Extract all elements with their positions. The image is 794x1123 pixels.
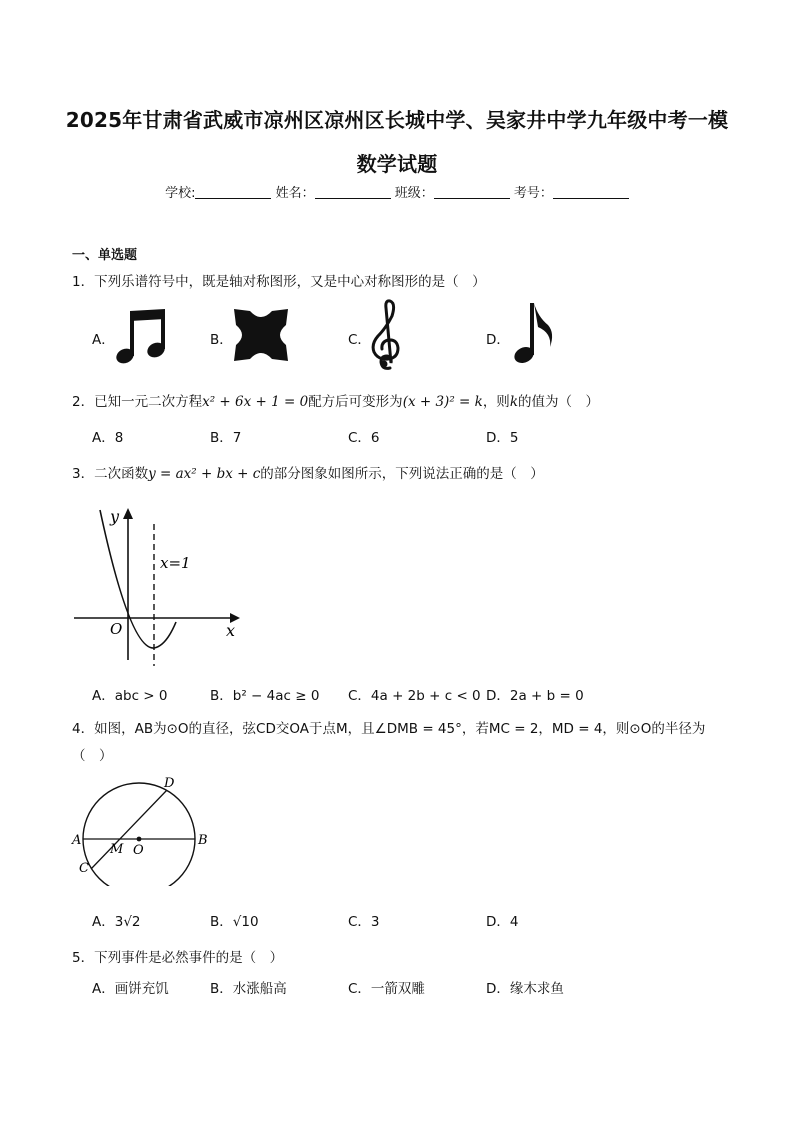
name-label: 姓名： <box>275 186 315 201</box>
circle-figure <box>70 770 220 886</box>
treble-clef-icon <box>368 298 408 372</box>
center-point <box>137 837 142 842</box>
exam-title-line1: 2025年甘肃省武威市凉州区凉州区长城中学、吴家井中学九年级中考一模 <box>65 108 729 132</box>
question-5-stem: 5．下列事件是必然事件的是（ ） <box>72 950 284 966</box>
q2-option-b: B．7 <box>210 430 242 446</box>
q3-equation: y = ax² + bx + c <box>148 466 261 482</box>
circle-o <box>83 783 195 886</box>
q3-option-b: B．b² − 4ac ≥ 0 <box>210 688 320 704</box>
q4-option-c: C．3 <box>348 914 380 930</box>
q2-option-a: A．8 <box>92 430 124 446</box>
point-o-label: O <box>133 843 144 858</box>
question-4-paren: （ ） <box>72 748 113 764</box>
question-3-stem <box>72 462 544 482</box>
q2-tail: 的值为（ ） <box>518 394 599 410</box>
school-blank <box>195 185 271 199</box>
y-axis-arrow <box>123 508 133 519</box>
question-1-stem: 1．下列乐谱符号中，既是轴对称图形，又是中心对称图形的是（ ） <box>72 274 486 290</box>
cross-symbol-icon <box>234 309 288 361</box>
class-blank <box>434 185 510 199</box>
exam-number-label: 考号： <box>513 186 553 201</box>
x-axis-label: x <box>226 621 236 640</box>
exam-title-line2: 数学试题 <box>356 152 438 176</box>
q1-option-a-label: A． <box>92 332 115 348</box>
question-2-stem <box>72 390 599 410</box>
point-m-label: M <box>110 842 124 857</box>
point-b-label: B <box>198 833 208 848</box>
exam-number-blank <box>553 185 629 199</box>
q1-option-d-label: D． <box>486 332 510 348</box>
q3-option-c: C．4a + 2b + c < 0 <box>348 688 481 704</box>
q5-option-d: D．缘木求鱼 <box>486 981 564 997</box>
q5-option-a: A．画饼充饥 <box>92 981 169 997</box>
parabola-graph <box>70 500 250 668</box>
q2-option-c: C．6 <box>348 430 380 446</box>
q2-completed-square: (x + 3)² = k <box>402 394 483 410</box>
q4-option-a: A．3√2 <box>92 914 141 930</box>
class-label: 班级： <box>394 186 434 201</box>
q2-option-d: D．5 <box>486 430 519 446</box>
point-c-label: C <box>79 861 89 876</box>
q2-middle: 配方后可变形为 <box>308 394 403 410</box>
origin-label: O <box>110 620 123 638</box>
q3-option-a: A．abc > 0 <box>92 688 168 704</box>
name-blank <box>315 185 391 199</box>
y-axis-label: y <box>110 507 120 526</box>
question-4-stem: 4．如图，AB为⊙O的直径，弦CD交OA于点M，且∠DMB = 45°，若MC = 2，MD = 4，则⊙O的半径为 <box>72 721 706 737</box>
q4-option-d: D．4 <box>486 914 519 930</box>
point-d-label: D <box>164 776 175 791</box>
section-heading: 一、单选题 <box>72 248 138 263</box>
q2-k: k <box>509 394 518 410</box>
q5-option-b: B．水涨船高 <box>210 981 287 997</box>
student-info-fields <box>0 182 794 201</box>
chord-cd <box>91 790 167 869</box>
q2-equation: x² + 6x + 1 = 0 <box>202 394 309 410</box>
q3-option-d: D．2a + b = 0 <box>486 688 584 704</box>
school-label: 学校: <box>165 186 196 201</box>
eighth-note-icon <box>508 301 556 367</box>
q3-tail: 的部分图象如图所示，下列说法正确的是（ ） <box>260 466 544 482</box>
point-a-label: A <box>72 833 82 848</box>
q2-prefix: 2．已知一元二次方程 <box>72 394 203 410</box>
q5-option-c: C．一箭双雕 <box>348 981 425 997</box>
q1-option-b-label: B． <box>210 332 233 348</box>
symmetry-line-label: x=1 <box>160 554 191 572</box>
beamed-notes-icon <box>112 305 176 365</box>
q3-prefix: 3．二次函数 <box>72 466 149 482</box>
q1-option-c-label: C． <box>348 332 371 348</box>
q2-then: ，则 <box>482 394 510 410</box>
q4-option-b: B．√10 <box>210 914 259 930</box>
